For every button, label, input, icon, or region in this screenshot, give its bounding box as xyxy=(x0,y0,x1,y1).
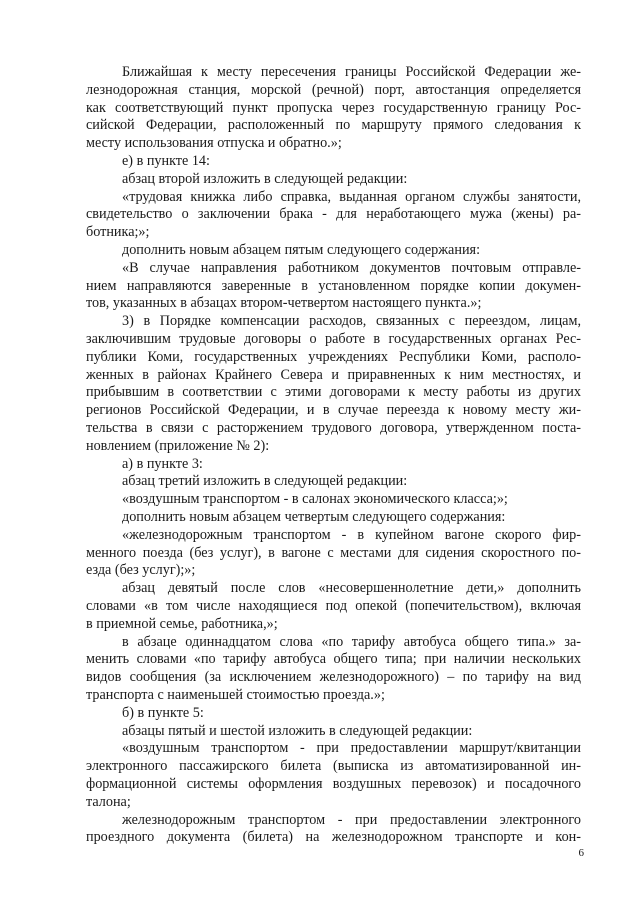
text-line: дополнить новым абзацем пятым следующего содержания: xyxy=(122,242,481,258)
text-line: как соответствующий пункт пропуска через государственную границу Рос- xyxy=(86,99,581,116)
text-line: сийской Федерации, расположенный по маршруту прямого следования к xyxy=(86,117,581,134)
text-line: тельства в связи с расторжением трудового договора, утвержденном поста- xyxy=(86,420,581,436)
text-line: прибывшим в соответствии с этими договорами к месту работы из других xyxy=(86,384,581,401)
text-line: езда (без услуг);»; xyxy=(86,562,196,579)
text-line: дополнить новым абзацем четвертым следующего содержания: xyxy=(122,509,506,525)
text-line: женных в районах Крайнего Севера и приравненных к ним местностях, и xyxy=(86,366,581,383)
text-line: лезнодорожная станция, морской (речной) порт, автостанция определяется xyxy=(86,81,581,98)
text-line: регионов Российской Федерации, и в случае переезда к новому месту жи- xyxy=(86,402,581,419)
text-line: «железнодорожным транспортом - в купейном вагоне скорого фир- xyxy=(122,526,581,543)
text-line: абзац девятый после слов «несовершеннолетние дети,» дополнить xyxy=(122,580,581,597)
text-line: Ближайшая к месту пересечения границы Российской Федерации же- xyxy=(122,64,581,80)
page-number: 6 xyxy=(578,847,584,859)
text-line: транспорта с наименьшей стоимостью проезда.»; xyxy=(86,687,385,703)
text-line: в приемной семье, работника,»; xyxy=(86,615,278,632)
text-line: электронного пассажирского билета (выписка из автоматизированной ин- xyxy=(86,758,581,775)
text-line: нием направляются заверенные в установленном порядке копии докумен- xyxy=(86,277,581,294)
text-line: заключившим трудовые договоры о работе в государственных органах Рес- xyxy=(86,331,581,347)
text-line: 3) в Порядке компенсации расходов, связанных с переездом, лицам, xyxy=(122,313,581,330)
text-line: е) в пункте 14: xyxy=(122,153,210,169)
text-line: «В случае направления работником документов почтовым отправле- xyxy=(122,259,581,276)
text-line: абзацы пятый и шестой изложить в следующей редакции: xyxy=(122,722,473,739)
text-line: ботника;»; xyxy=(86,224,150,241)
text-line: свидетельство о заключении брака - для неработающего мужа (жены) ра- xyxy=(86,206,581,223)
text-line: видов сообщения (за исключением железнодорожного) – по тарифу на вид xyxy=(86,669,581,686)
text-line: талона; xyxy=(86,793,131,810)
text-line: формационной системы оформления воздушных перевозок) и посадочного xyxy=(86,776,581,792)
text-line: проездного документа (билета) на железнодорожном транспорте и кон- xyxy=(86,829,581,846)
text-line: новлением (приложение № 2): xyxy=(86,437,270,454)
text-line: абзац второй изложить в следующей редакции: xyxy=(122,170,408,187)
text-line: публики Коми, государственных учреждениях Республики Коми, располо- xyxy=(86,348,581,365)
text-line: б) в пункте 5: xyxy=(122,704,204,721)
text-line: железнодорожным транспортом - при предоставлении электронного xyxy=(122,811,581,828)
text-line: «воздушным транспортом - в салонах экономического класса;»; xyxy=(122,491,508,508)
text-line: словами «в том числе находящиеся под опекой (попечительством), включая xyxy=(86,598,581,614)
text-line: менить словами «по тарифу автобуса общего типа; при наличии нескольких xyxy=(86,651,581,668)
text-line: абзац третий изложить в следующей редакции: xyxy=(122,473,408,490)
text-line: тов, указанных в абзацах втором-четвертом настоящего пункта.»; xyxy=(86,295,482,312)
text-line: месту использования отпуска и обратно.»; xyxy=(86,135,342,152)
text-line: в абзаце одиннадцатом слова «по тарифу автобуса общего типа.» за- xyxy=(122,633,581,650)
text-line: менного поезда (без услуг), в вагоне с местами для сидения скоростного по- xyxy=(86,544,581,561)
text-line: а) в пункте 3: xyxy=(122,455,203,472)
text-line: «воздушным транспортом - при предоставлении маршрут/квитанции xyxy=(122,740,581,757)
text-line: «трудовая книжка либо справка, выданная органом службы занятости, xyxy=(122,188,581,205)
